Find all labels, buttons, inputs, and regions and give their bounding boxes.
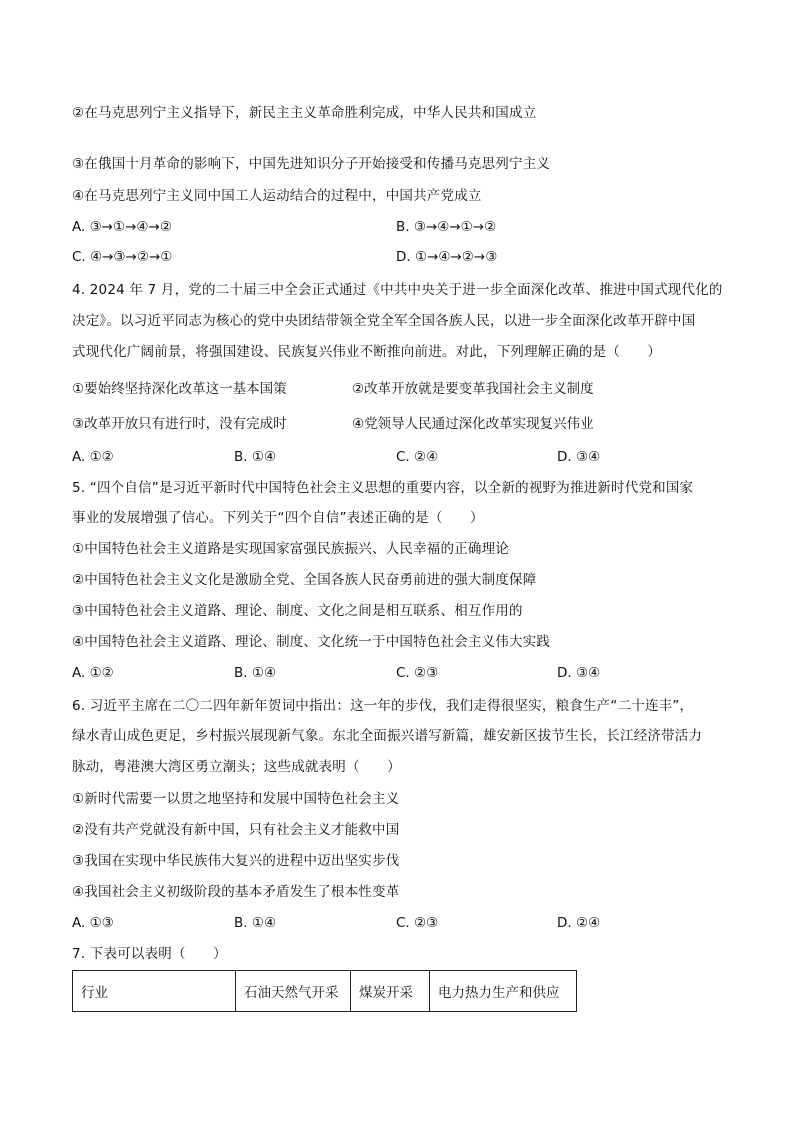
industry-table bbox=[72, 970, 577, 1012]
q3-item-3: ③在俄国十月革命的影响下，中国先进知识分子开始接受和传播马克思列宁主义 bbox=[72, 156, 551, 172]
table-header-cell: 煤炭开采 bbox=[351, 971, 430, 1012]
q5-stem-line-2: 事业的发展增强了信心。下列关于“四个自信”表述正确的是（ ） bbox=[72, 510, 484, 526]
q5-item-1: ①中国特色社会主义道路是实现国家富强民族振兴、人民幸福的正确理论 bbox=[72, 541, 510, 557]
q5-item-2: ②中国特色社会主义文化是激励全党、全国各族人民奋勇前进的强大制度保障 bbox=[72, 572, 537, 588]
table-header-cell: 电力热力生产和供应 bbox=[430, 971, 577, 1012]
q4-stem-line-1: 4. 2024 年 7 月，党的二十届三中全会正式通过《中共中央关于进一步全面深化改革、推进中国式现代化的 bbox=[72, 282, 723, 298]
q4-item-3: ③改革开放只有进行时，没有完成时 bbox=[72, 416, 287, 432]
q6-option-a: A. ①③ bbox=[72, 915, 114, 931]
q6-option-b: B. ①④ bbox=[234, 915, 277, 931]
table-row bbox=[73, 971, 577, 1012]
q4-option-d: D. ③④ bbox=[557, 449, 601, 465]
q4-option-b: B. ①④ bbox=[234, 449, 277, 465]
q5-option-a: A. ①② bbox=[72, 665, 114, 681]
q6-option-c: C. ②③ bbox=[396, 915, 439, 931]
q4-item-1: ①要始终坚持深化改革这一基本国策 bbox=[72, 381, 287, 397]
q5-option-c: C. ②③ bbox=[396, 665, 439, 681]
q4-stem-line-3: 式现代化广阔前景，将强国建设、民族复兴伟业不断推向前进。对此，下列理解正确的是（ ） bbox=[72, 344, 662, 360]
q6-item-2: ②没有共产党就没有新中国，只有社会主义才能救中国 bbox=[72, 822, 400, 838]
q3-option-d: D. ①→④→②→③ bbox=[396, 249, 498, 265]
q4-item-4: ④党领导人民通过深化改革实现复兴伟业 bbox=[352, 416, 594, 432]
q3-item-4: ④在马克思列宁主义同中国工人运动结合的过程中，中国共产党成立 bbox=[72, 188, 482, 204]
q6-option-d: D. ②④ bbox=[557, 915, 601, 931]
q5-item-3: ③中国特色社会主义道路、理论、制度、文化之间是相互联系、相互作用的 bbox=[72, 603, 523, 619]
q6-stem-line-2: 绿水青山成色更足，乡村振兴展现新气象。东北全面振兴谱写新篇，雄安新区拔节生长，长江经济带活力 bbox=[72, 728, 703, 744]
q6-item-4: ④我国社会主义初级阶段的基本矛盾发生了根本性变革 bbox=[72, 884, 400, 900]
q4-option-c: C. ②④ bbox=[396, 449, 439, 465]
q5-option-d: D. ③④ bbox=[557, 665, 601, 681]
q5-stem-line-1: 5. “四个自信”是习近平新时代中国特色社会主义思想的重要内容，以全新的视野为推进新时代党和国家 bbox=[72, 480, 694, 496]
q6-item-1: ①新时代需要一以贯之地坚持和发展中国特色社会主义 bbox=[72, 791, 400, 807]
q3-option-a: A. ③→①→④→② bbox=[72, 219, 172, 235]
q5-item-4: ④中国特色社会主义道路、理论、制度、文化统一于中国特色社会主义伟大实践 bbox=[72, 634, 551, 650]
q3-option-c: C. ④→③→②→① bbox=[72, 249, 173, 265]
q4-option-a: A. ①② bbox=[72, 449, 114, 465]
q3-option-b: B. ③→④→①→② bbox=[396, 219, 497, 235]
q7-stem: 7. 下表可以表明（ ） bbox=[72, 946, 227, 962]
q6-stem-line-1: 6. 习近平主席在二〇二四年新年贺词中指出：这一年的步伐，我们走得很坚实，粮食生产“二十连丰”， bbox=[72, 698, 694, 714]
q4-stem-line-2: 决定》。以习近平同志为核心的党中央团结带领全党全军全国各族人民，以进一步全面深化改革开辟中国 bbox=[72, 313, 696, 329]
q5-option-b: B. ①④ bbox=[234, 665, 277, 681]
q6-item-3: ③我国在实现中华民族伟大复兴的进程中迈出坚实步伐 bbox=[72, 853, 400, 869]
q6-stem-line-3: 脉动，粤港澳大湾区勇立潮头；这些成就表明（ ） bbox=[72, 759, 401, 775]
table-header-cell: 石油天然气开采 bbox=[236, 971, 351, 1012]
q4-item-2: ②改革开放就是要变革我国社会主义制度 bbox=[352, 381, 594, 397]
q3-item-2: ②在马克思列宁主义指导下，新民主主义革命胜利完成，中华人民共和国成立 bbox=[72, 105, 537, 121]
table-header-cell: 行业 bbox=[73, 971, 236, 1012]
